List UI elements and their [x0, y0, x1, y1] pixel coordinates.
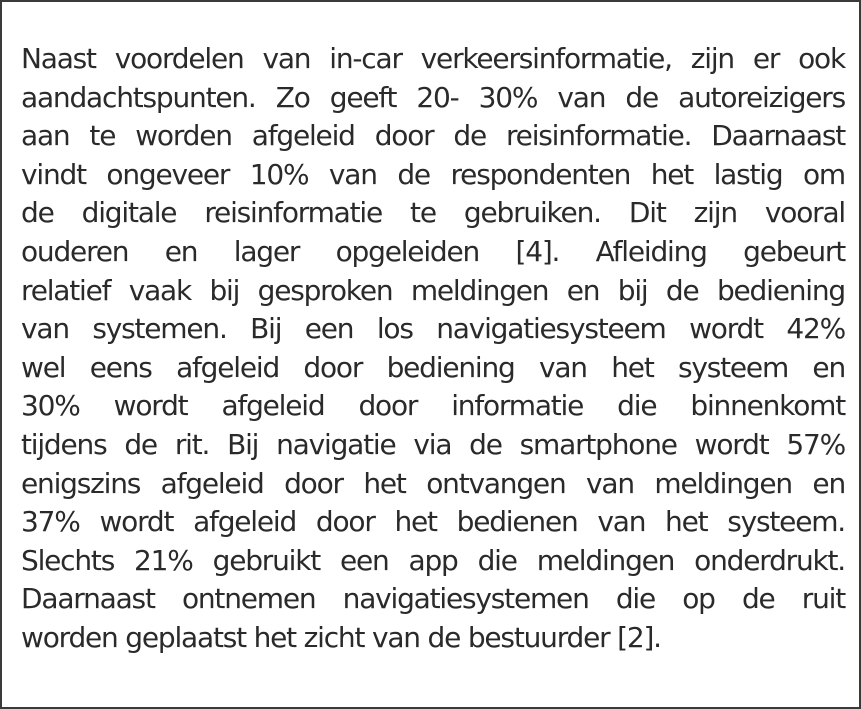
- paragraph-line: aan te worden afgeleid door de reisinformatie. Daarnaast: [21, 119, 845, 153]
- paragraph-line: Daarnaast ontnemen navigatiesystemen die op de ruit: [21, 582, 845, 616]
- paragraph-line: relatief vaak bij gesproken meldingen en bij de bediening: [21, 273, 845, 307]
- paragraph-line: worden geplaatst het zicht van de bestuurder [2].: [21, 620, 661, 654]
- paragraph-line: ouderen en lager opgeleiden [4]. Afleiding gebeurt: [21, 234, 845, 268]
- paragraph-line: 37% wordt afgeleid door het bedienen van het systeem.: [21, 505, 845, 539]
- paragraph-line: aandachtspunten. Zo geeft 20- 30% van de autoreizigers: [21, 80, 845, 114]
- paragraph-line: vindt ongeveer 10% van de respondenten het lastig om: [21, 157, 845, 191]
- paragraph-line: Naast voordelen van in-car verkeersinformatie, zijn er ook: [21, 42, 845, 75]
- paragraph-line: van systemen. Bij een los navigatiesysteem wordt 42%: [21, 312, 845, 346]
- paragraph-line: 30% wordt afgeleid door informatie die binnenkomt: [21, 389, 845, 423]
- paragraph-line: tijdens de rit. Bij navigatie via de smartphone wordt 57%: [21, 427, 845, 461]
- paragraph-line: wel eens afgeleid door bediening van het systeem en: [21, 350, 845, 384]
- paragraph-line: enigszins afgeleid door het ontvangen van meldingen en: [21, 466, 845, 500]
- paragraph-line: de digitale reisinformatie te gebruiken. Dit zijn vooral: [21, 196, 845, 230]
- paragraph-line: Slechts 21% gebruikt een app die meldingen onderdrukt.: [21, 543, 845, 577]
- body-paragraph: [21, 40, 845, 658]
